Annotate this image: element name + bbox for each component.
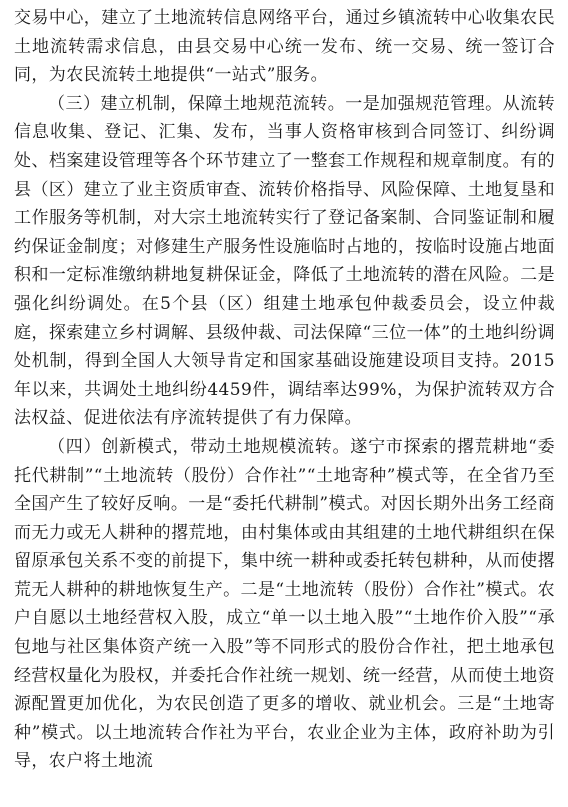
paragraph-section-three: （三）建立机制，保障土地规范流转。一是加强规范管理。从流转信息收集、登记、汇集、发布，当事人资格审核到合同签订、纠纷调处、档案建设管理等各个环节建立了一整套工作规程和规章制度。有的县（区）建立了业主资质审查、流转价格指导、风险保障、土地复垦和工作服务等机制，对大宗土地流转实行了登记备案制、合同鉴证制和履约保证金制度；对修建生产服务性设施临时占地的，按临时设施占地面积和一定标准缴纳耕地复耕保证金，降低了土地流转的潜在风险。二是强化纠纷调处。在5个县（区）组建土地承包仲裁委员会，设立仲裁庭，探索建立乡村调解、县级仲裁、司法保障“三位一体”的土地纠纷调处机制，得到全国人大领导肯定和国家基础设施建设项目支持。2015年以来，共调处土地纠纷4459件，调结率达99%，为保护流转双方合法权益、促进依法有序流转提供了有力保障。: [14, 93, 555, 429]
paragraph-section-four: （四）创新模式，带动土地规模流转。遂宁市探索的撂荒耕地“委托代耕制”“土地流转（股份）合作社”“土地寄种”模式等，在全省乃至全国产生了较好反响。一是“委托代耕制”模式。对因长期外出务工经商而无力或无人耕种的撂荒地，由村集体或由其组建的土地代耕组织在保留原承包关系不变的前提下，集中统一耕种或委托转包耕种，从而使撂荒无人耕种的耕地恢复生产。二是“土地流转（股份）合作社”模式。农户自愿以土地经营权入股，成立“单一以土地入股”“土地作价入股”“承包地与社区集体资产统一入股”等不同形式的股份合作社，把土地承包经营权量化为股权，并委托合作社统一规划、统一经营，从而使土地资源配置更加优化，为农民创造了更多的增收、就业机会。三是“土地寄种”模式。以土地流转合作社为平台，农业企业为主体，政府补助为引导，农户将土地流: [14, 436, 555, 772]
paragraph-continuation: 交易中心，建立了土地流转信息网络平台，通过乡镇流转中心收集农民土地流转需求信息，由县交易中心统一发布、统一交易、统一签订合同，为农民流转土地提供“一站式”服务。: [14, 8, 555, 86]
